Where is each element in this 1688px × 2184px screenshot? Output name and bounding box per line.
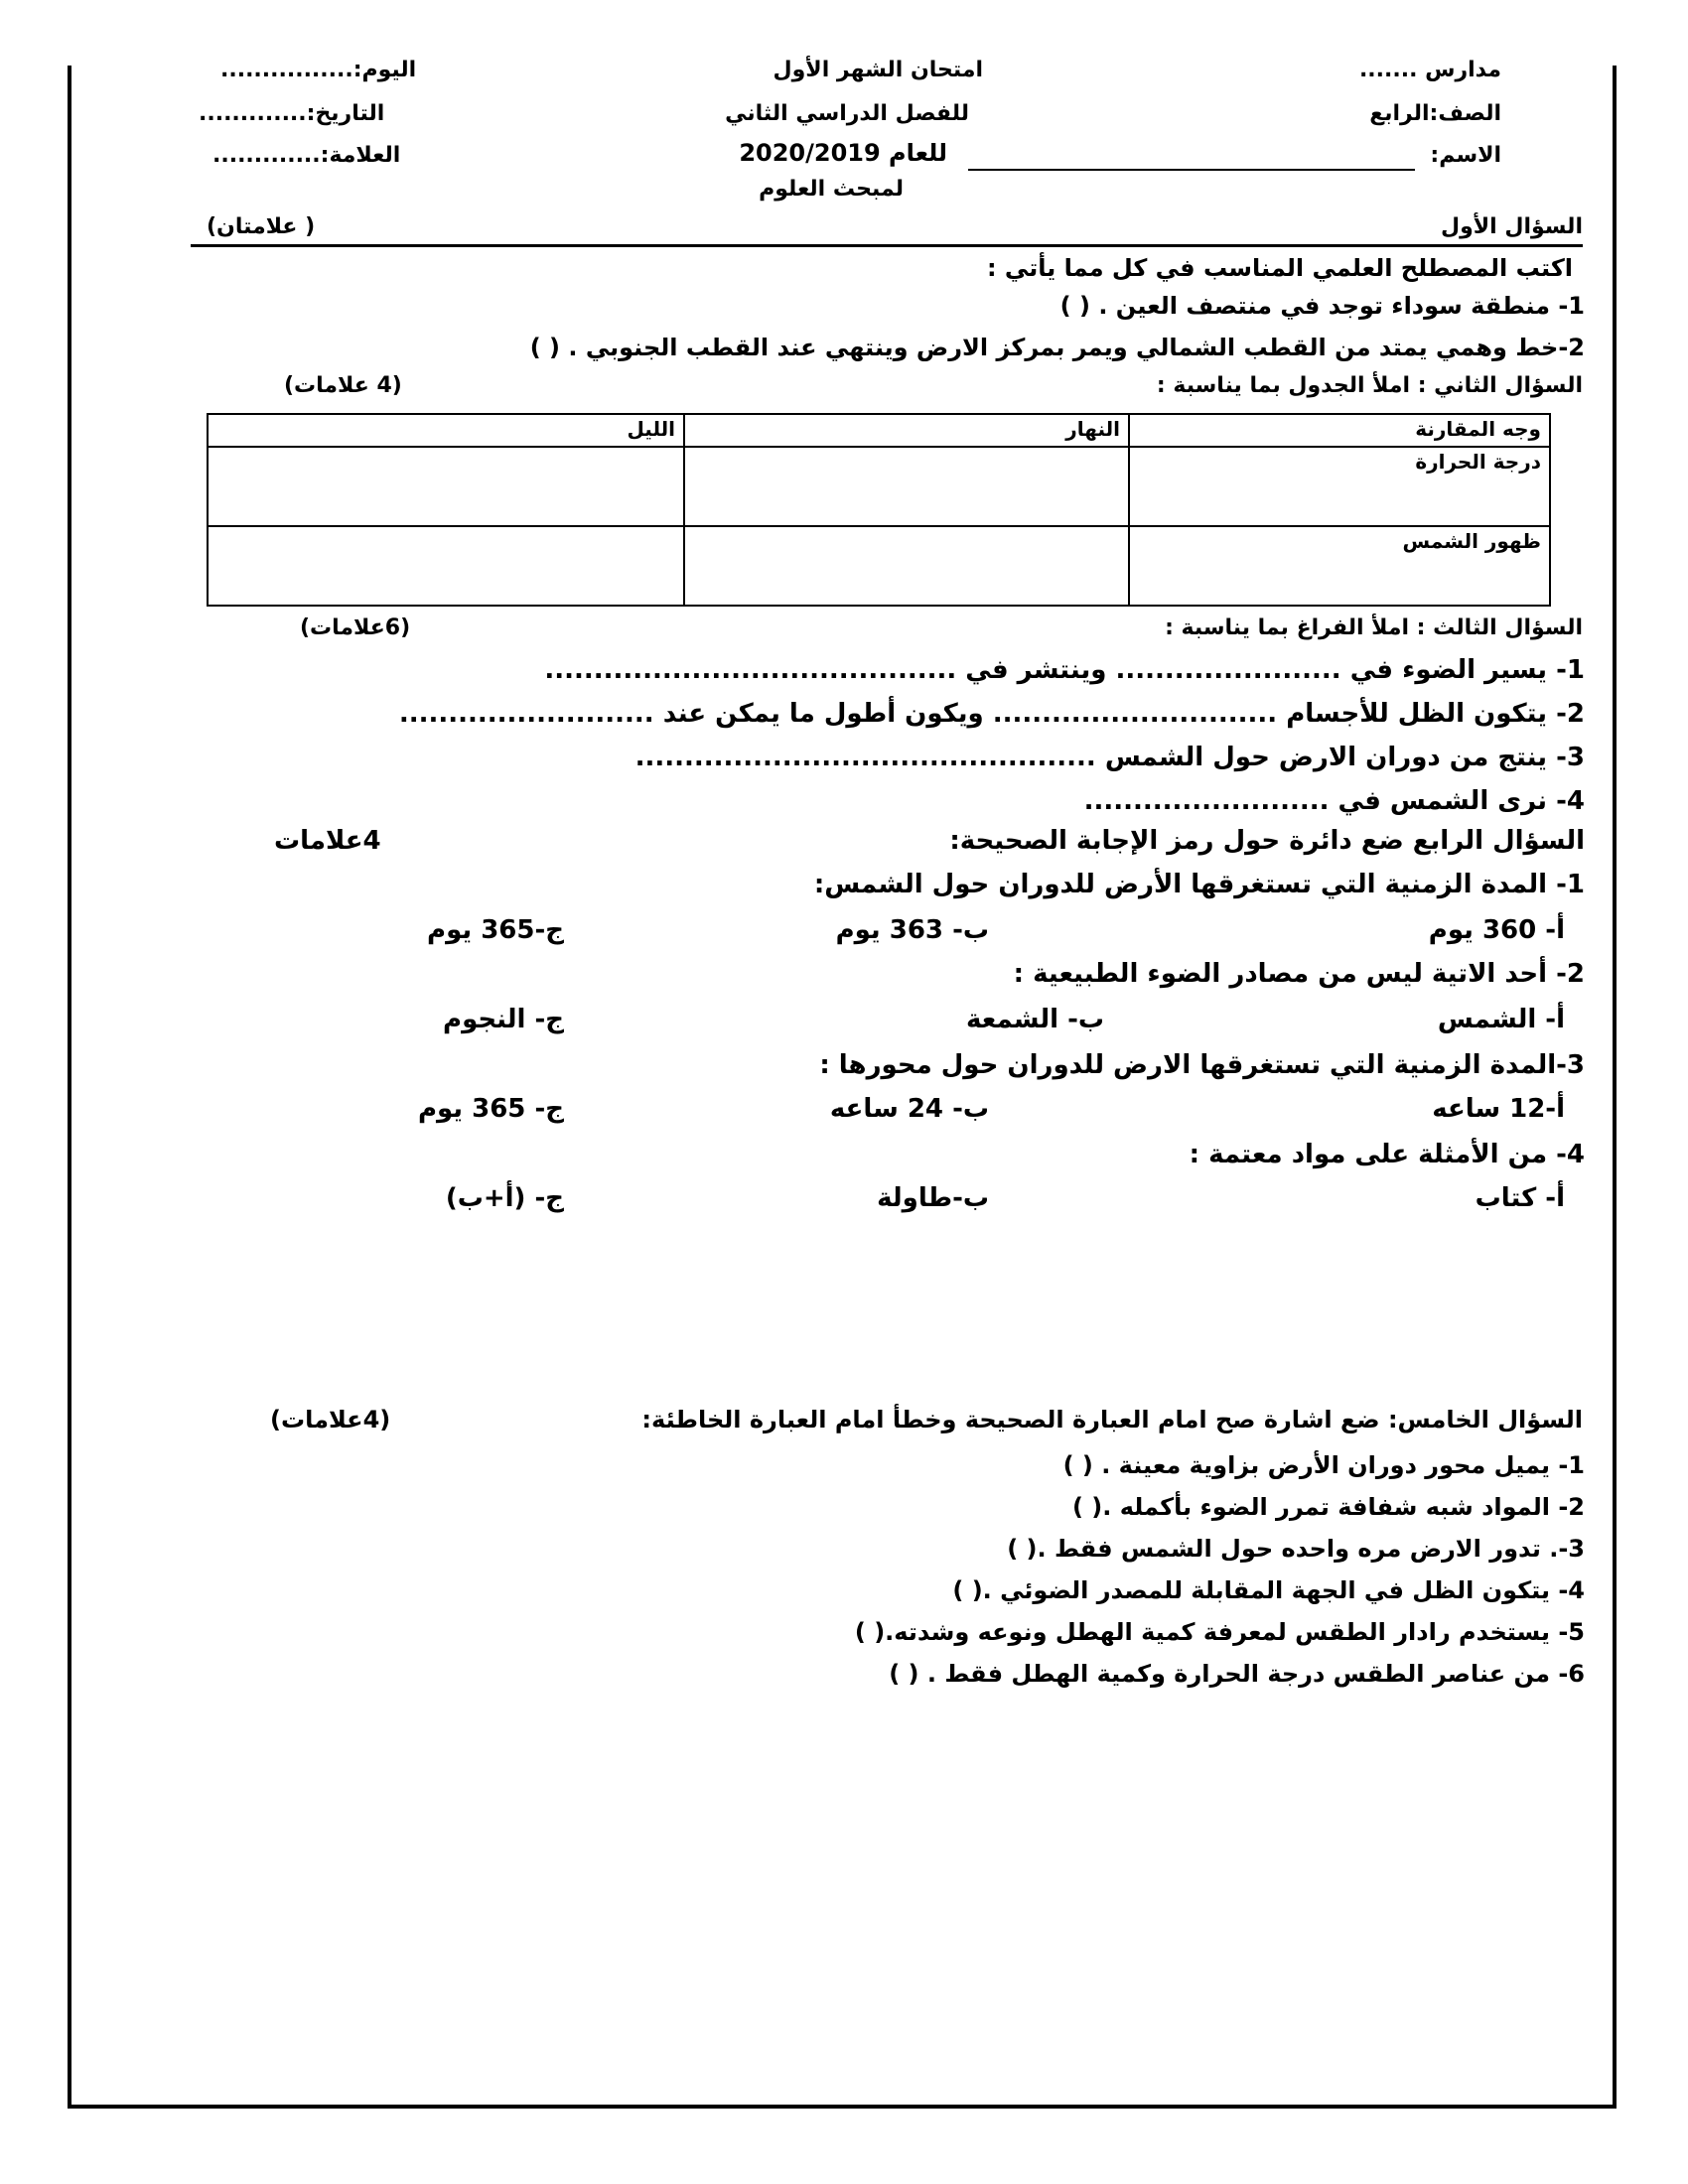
q4-q2-option-a[interactable]: أ- الشمس (1437, 1005, 1565, 1034)
comparison-table (207, 413, 1551, 607)
q5-item-3: 3-. تدور الارض مره واحده حول الشمس فقط .( ) (1007, 1535, 1585, 1563)
table-header-cell: وجه المقارنة (1129, 414, 1550, 447)
q4-q3-option-b[interactable]: ب- 24 ساعه (829, 1094, 989, 1124)
q4-question-1: 1- المدة الزمنية التي تستغرقها الأرض للدوران حول الشمس: (813, 870, 1585, 899)
q1-instruction: اكتب المصطلح العلمي المناسب في كل مما يأتي : (986, 254, 1573, 282)
table-cell: ظهور الشمس (1129, 526, 1550, 606)
q1-item-1: 1- منطقة سوداء توجد في منتصف العين . ( ) (1059, 292, 1585, 320)
q5-title: السؤال الخامس: ضع اشارة صح امام العبارة الصحيحة وخطأ امام العبارة الخاطئة: (641, 1406, 1583, 1433)
q5-item-1: 1- يميل محور دوران الأرض بزاوية معينة . ( ) (1062, 1451, 1585, 1479)
q4-q1-option-c[interactable]: ج-365 يوم (427, 915, 564, 945)
date-field: التاريخ:............. (199, 101, 385, 126)
q3-item-4: 4- نرى الشمس في ......................... (1083, 786, 1585, 816)
q3-title: السؤال الثالث : املأ الفراغ بما يناسبة : (1165, 615, 1583, 640)
q4-q4-option-b[interactable]: ب-طاولة (877, 1183, 989, 1213)
table-row (208, 447, 1550, 526)
q5-item-4: 4- يتكون الظل في الجهة المقابلة للمصدر الضوئي .( ) (952, 1576, 1585, 1604)
exam-title: امتحان الشهر الأول (773, 58, 983, 82)
q3-item-3: 3- ينتج من دوران الارض حول الشمس ............................................... (634, 743, 1585, 772)
day-field: اليوم:................ (220, 58, 417, 82)
table-header-cell: الليل (208, 414, 684, 447)
q4-q1-option-b[interactable]: ب- 363 يوم (835, 915, 989, 945)
q3-item-1: 1- يسير الضوء في ....................... وينتشر في .......................................... (544, 655, 1585, 685)
q4-q2-option-b[interactable]: ب- الشمعة (966, 1005, 1104, 1034)
q5-item-2: 2- المواد شبه شفافة تمرر الضوء بأكمله .( ) (1071, 1493, 1585, 1521)
table-header-cell: النهار (684, 414, 1129, 447)
q4-q2-option-c[interactable]: ج- النجوم (443, 1005, 564, 1034)
q3-marks: (6علامات) (300, 615, 411, 640)
table-cell: درجة الحرارة (1129, 447, 1550, 526)
q5-marks: (4علامات) (270, 1406, 391, 1433)
q4-q3-option-c[interactable]: ج- 365 يوم (417, 1094, 564, 1124)
table-header-row (208, 414, 1550, 447)
table-cell[interactable] (208, 526, 684, 606)
q4-q1-option-a[interactable]: أ- 360 يوم (1428, 915, 1565, 945)
name-label: الاسم: (1430, 143, 1501, 168)
table-cell[interactable] (684, 447, 1129, 526)
q4-q4-option-a[interactable]: أ- كتاب (1475, 1183, 1565, 1213)
q1-marks: ( علامتان) (207, 214, 316, 239)
school-label: مدارس ....... (1358, 58, 1501, 82)
q1-item-2: 2-خط وهمي يمتد من القطب الشمالي ويمر بمركز الارض وينتهي عند القطب الجنوبي . ( ) (529, 334, 1585, 361)
semester-label: للفصل الدراسي الثاني (725, 101, 969, 126)
table-cell[interactable] (208, 447, 684, 526)
q5-item-5: 5- يستخدم رادار الطقس لمعرفة كمية الهطل ونوعه وشدته.( ) (854, 1618, 1585, 1646)
q2-marks: (4 علامات) (284, 373, 402, 398)
grade-label: الصف:الرابع (1369, 101, 1501, 126)
q4-question-3: 3-المدة الزمنية التي تستغرقها الارض للدوران حول محورها : (819, 1050, 1585, 1080)
page-border (68, 66, 1617, 2109)
q4-q4-option-c[interactable]: ج- (أ+ب) (445, 1183, 564, 1213)
q4-marks: 4علامات (274, 826, 381, 856)
q2-title: السؤال الثاني : املأ الجدول بما يناسبة : (1156, 373, 1583, 398)
table-row (208, 526, 1550, 606)
table-cell[interactable] (684, 526, 1129, 606)
q4-question-4: 4- من الأمثلة على مواد معتمة : (1189, 1140, 1585, 1169)
q4-q3-option-a[interactable]: أ-12 ساعه (1432, 1094, 1565, 1124)
q4-title: السؤال الرابع ضع دائرة حول رمز الإجابة الصحيحة: (949, 826, 1585, 856)
q3-item-2: 2- يتكون الظل للأجسام ............................. ويكون أطول ما يمكن عند .......................... (398, 699, 1585, 729)
year-label: للعام 2020/2019 (739, 139, 947, 167)
subject-label: لمبحث العلوم (759, 177, 904, 202)
mark-field: العلامة:............. (212, 143, 401, 168)
q1-divider (191, 244, 1583, 247)
name-blank-line (968, 169, 1415, 171)
q5-item-6: 6- من عناصر الطقس درجة الحرارة وكمية الهطل فقط . ( ) (889, 1660, 1585, 1688)
q1-title: السؤال الأول (1441, 214, 1583, 239)
q4-question-2: 2- أحد الاتية ليس من مصادر الضوء الطبيعية : (1013, 959, 1585, 989)
